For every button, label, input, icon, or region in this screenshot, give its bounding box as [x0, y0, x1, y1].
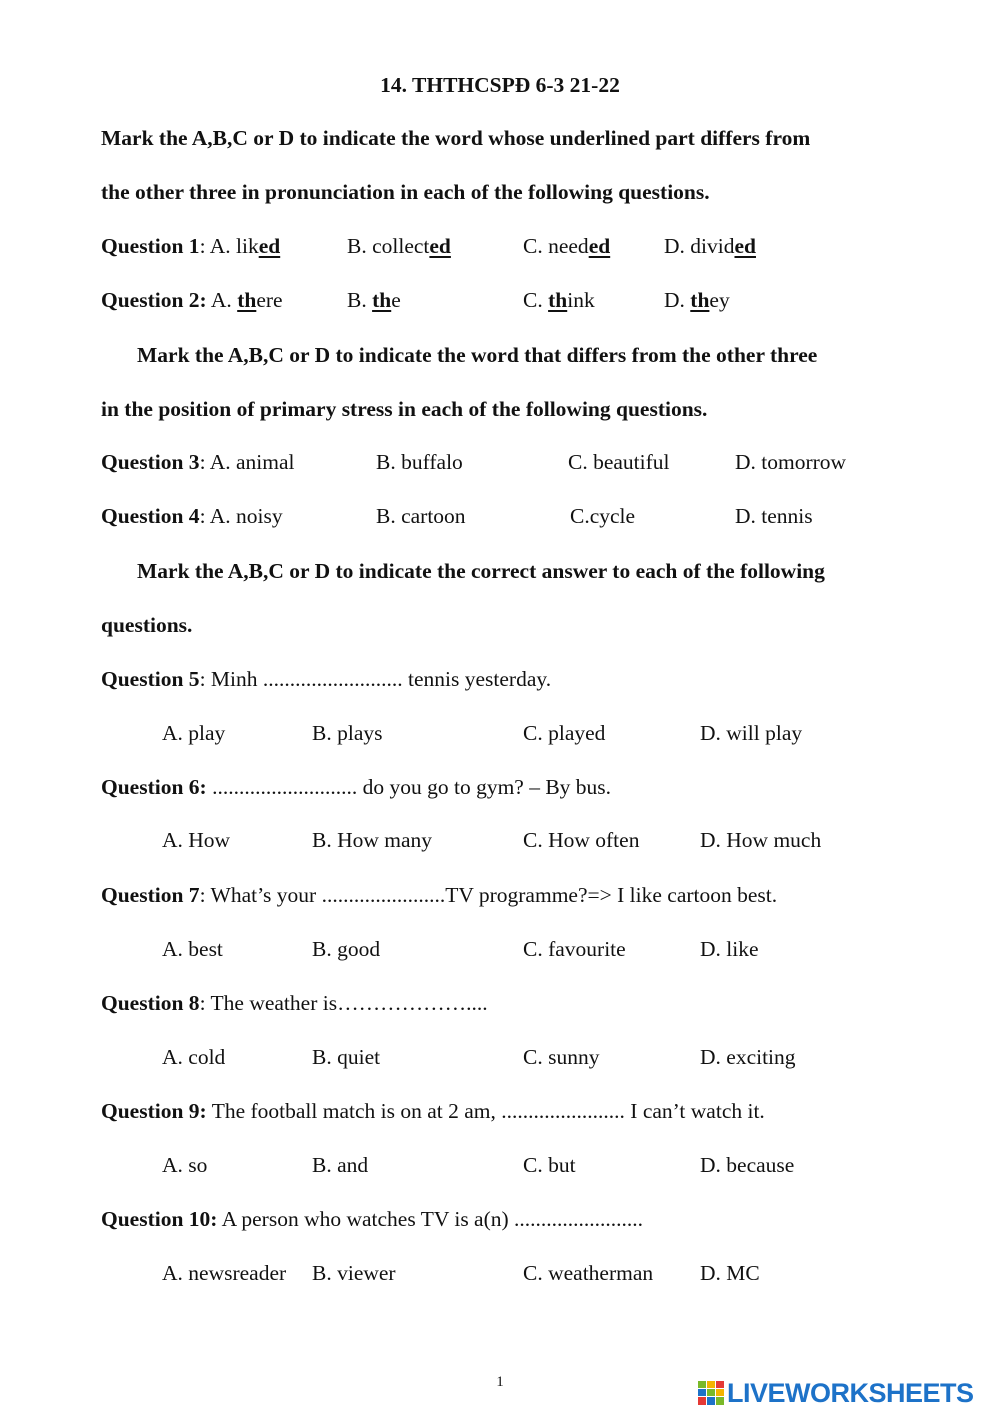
- question-2-option-c: C. think: [523, 288, 595, 312]
- option-a: : A. liked: [199, 234, 281, 258]
- question-5-option-b: B. plays: [312, 721, 383, 745]
- question-label: Question 8: [101, 991, 200, 1015]
- question-label: Question 6:: [101, 775, 207, 799]
- question-10-option-a: A. newsreader: [162, 1261, 287, 1285]
- question-6: [101, 773, 611, 801]
- question-6-option-b: B. How many: [312, 828, 433, 852]
- question-text: A person who watches TV is a(n) ........................: [217, 1207, 644, 1231]
- question-5: [101, 665, 551, 693]
- question-text: : What’s your .......................TV programme?=> I like cartoon best.: [199, 883, 778, 907]
- question-1-option-c: C. needed: [523, 234, 611, 258]
- question-text: The football match is on at 2 am, ....................... I can’t watch it.: [206, 1099, 765, 1123]
- question-label: Question 2:: [101, 288, 207, 312]
- question-label: Question 5: [101, 667, 200, 691]
- question-8-option-c: C. sunny: [523, 1045, 600, 1069]
- question-10: [101, 1205, 643, 1233]
- question-10-option-b: B. viewer: [312, 1261, 396, 1285]
- question-6-option-a: A. How: [162, 828, 231, 852]
- question-3-option-d: D. tomorrow: [735, 450, 847, 474]
- question-label: Question 7: [101, 883, 200, 907]
- question-6-option-d: D. How much: [700, 828, 822, 852]
- question-9-option-a: A. so: [162, 1153, 208, 1177]
- question-7-option-a: A. best: [162, 937, 223, 961]
- question-label: Question 1: [101, 234, 200, 258]
- liveworksheets-wordmark: LIVEWORKSHEETS: [727, 1378, 974, 1408]
- question-3: [101, 448, 295, 476]
- question-2-option-b: B. the: [347, 288, 401, 312]
- question-1: [101, 232, 280, 260]
- question-4-option-c: C.cycle: [570, 504, 636, 528]
- question-8-option-b: B. quiet: [312, 1045, 381, 1069]
- question-label: Question 10:: [101, 1207, 218, 1231]
- option-a: : A. noisy: [199, 504, 283, 528]
- question-text: ........................... do you go to gym? – By bus.: [206, 775, 612, 799]
- question-label: Question 3: [101, 450, 200, 474]
- question-7-option-d: D. like: [700, 937, 759, 961]
- question-1-option-d: D. divided: [664, 234, 756, 258]
- question-9-option-d: D. because: [700, 1153, 795, 1177]
- option-a: A. there: [206, 288, 283, 312]
- question-text: : The weather is………………....: [199, 991, 488, 1015]
- question-10-option-c: C. weatherman: [523, 1261, 654, 1285]
- question-8-option-a: A. cold: [162, 1045, 226, 1069]
- liveworksheets-logo-icon: [697, 1379, 725, 1407]
- question-5-option-c: C. played: [523, 721, 606, 745]
- question-5-option-a: A. play: [162, 721, 226, 745]
- instruction-answer-line1: Mark the A,B,C or D to indicate the correct answer to each of the following: [137, 559, 825, 583]
- question-text: : Minh .......................... tennis yesterday.: [199, 667, 552, 691]
- page-title: 14. THTHCSPĐ 6-3 21-22: [380, 73, 620, 97]
- question-8: [101, 989, 488, 1017]
- question-3-option-c: C. beautiful: [568, 450, 670, 474]
- question-9-option-c: C. but: [523, 1153, 576, 1177]
- instruction-pronunciation-line2: the other three in pronunciation in each of the following questions.: [101, 180, 710, 204]
- instruction-pronunciation-line1: Mark the A,B,C or D to indicate the word whose underlined part differs from: [101, 126, 811, 150]
- question-8-option-d: D. exciting: [700, 1045, 796, 1069]
- question-2-option-d: D. they: [664, 288, 730, 312]
- liveworksheets-watermark[interactable]: [697, 1378, 974, 1408]
- question-4-option-d: D. tennis: [735, 504, 813, 528]
- question-7: [101, 881, 777, 909]
- question-6-option-c: C. How often: [523, 828, 640, 852]
- question-4-option-b: B. cartoon: [376, 504, 466, 528]
- option-a: : A. animal: [199, 450, 295, 474]
- question-label: Question 9:: [101, 1099, 207, 1123]
- question-4: [101, 502, 283, 530]
- instruction-answer-line2: questions.: [101, 613, 193, 637]
- question-5-option-d: D. will play: [700, 721, 803, 745]
- instruction-stress-line2: in the position of primary stress in each of the following questions.: [101, 397, 708, 421]
- question-7-option-c: C. favourite: [523, 937, 626, 961]
- question-3-option-b: B. buffalo: [376, 450, 463, 474]
- question-2: [101, 286, 283, 314]
- question-1-option-b: B. collected: [347, 234, 451, 258]
- question-9: [101, 1097, 765, 1125]
- page-number: 1: [496, 1374, 504, 1390]
- question-10-option-d: D. MC: [700, 1261, 760, 1285]
- question-9-option-b: B. and: [312, 1153, 369, 1177]
- instruction-stress-line1: Mark the A,B,C or D to indicate the word that differs from the other three: [137, 343, 818, 367]
- question-7-option-b: B. good: [312, 937, 381, 961]
- question-label: Question 4: [101, 504, 200, 528]
